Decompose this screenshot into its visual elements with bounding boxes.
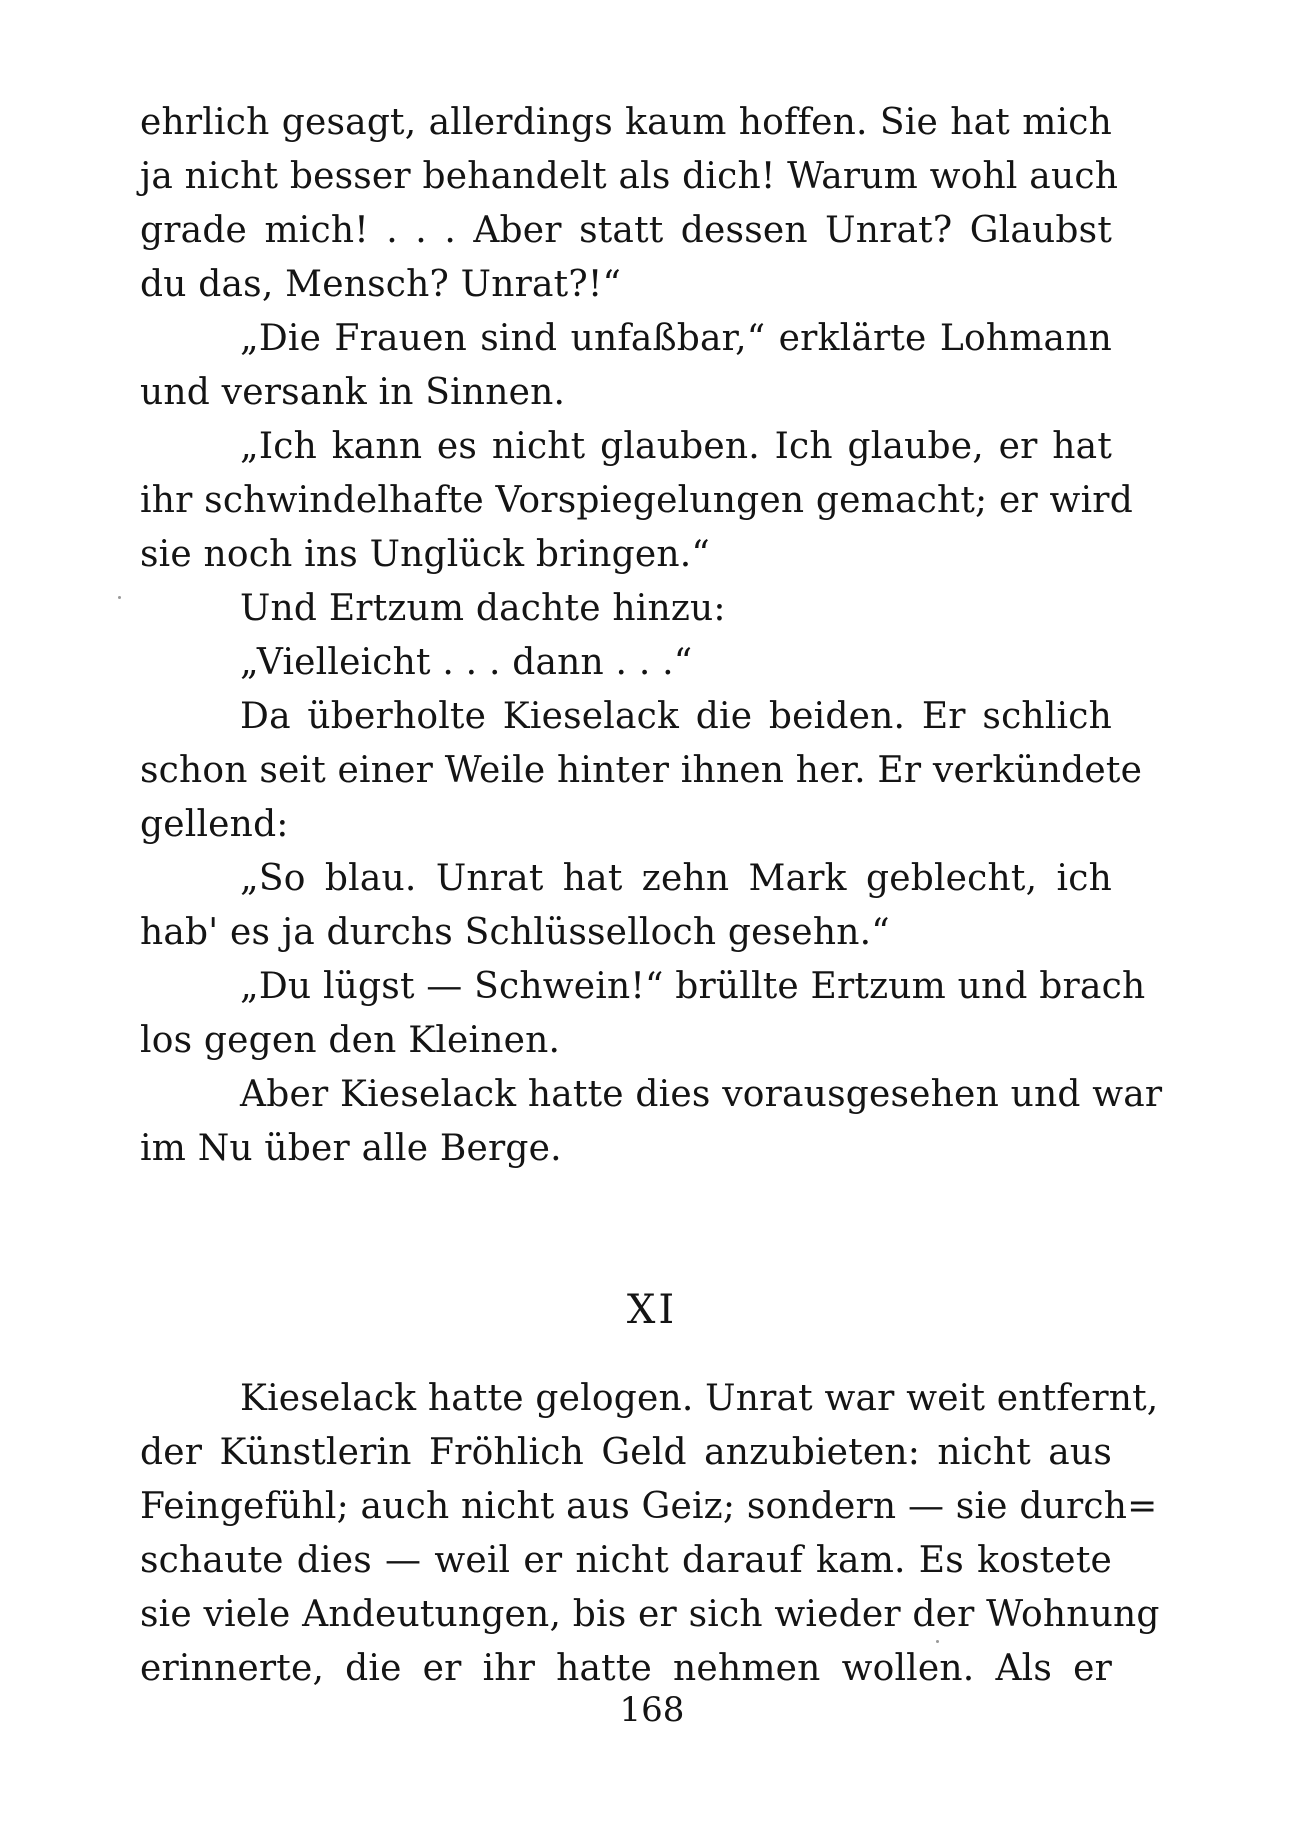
text-line: im Nu über alle Berge. (140, 1128, 562, 1169)
paper-speck (118, 596, 121, 599)
text-line: Kieselack hatte gelogen. Unrat war weit entfernt, (240, 1378, 1159, 1419)
text-line: ja nicht besser behandelt als dich! Warum wohl auch (140, 156, 1119, 197)
text-line: und versank in Sinnen. (140, 372, 566, 413)
text-line: „So blau. Unrat hat zehn Mark geblecht, ich (240, 858, 1112, 899)
text-line: Aber Kieselack hatte dies vorausgesehen und war (240, 1074, 1163, 1115)
text-line: erinnerte, die er ihr hatte nehmen wollen. Als er (140, 1648, 1112, 1689)
text-line: schon seit einer Weile hinter ihnen her. Er verkündete (140, 750, 1143, 791)
text-line: hab' es ja durchs Schlüsselloch gesehn.“ (140, 912, 890, 953)
text-line: du das, Mensch? Unrat?!“ (140, 264, 622, 305)
text-line: los gegen den Kleinen. (140, 1020, 561, 1061)
text-line: gellend: (140, 804, 289, 845)
chapter-heading: XI (626, 1287, 678, 1333)
text-line: ehrlich gesagt, allerdings kaum hoffen. Sie hat mich (140, 102, 1112, 143)
page-number: 168 (619, 1690, 685, 1730)
body-text-before-chapter (140, 96, 1163, 1176)
text-line: „Du lügst — Schwein!“ brüllte Ertzum und brach (240, 966, 1146, 1007)
text-line: Und Ertzum dachte hinzu: (240, 588, 726, 629)
paper-speck (936, 1640, 939, 1643)
text-line: sie noch ins Unglück bringen.“ (140, 534, 711, 575)
text-line: Da überholte Kieselack die beiden. Er schlich (240, 696, 1112, 737)
text-line: grade mich! . . . Aber statt dessen Unrat? Glaubst (140, 210, 1112, 251)
text-line: „Ich kann es nicht glauben. Ich glaube, er hat (240, 426, 1112, 467)
text-line: Feingefühl; auch nicht aus Geiz; sondern — sie durch= (140, 1486, 1158, 1527)
body-text-after-chapter (140, 1372, 1160, 1696)
text-line: „Vielleicht . . . dann . . .“ (240, 642, 693, 683)
text-line: „Die Frauen sind unfaßbar,“ erklärte Lohmann (240, 318, 1112, 359)
text-line: der Künstlerin Fröhlich Geld anzubieten: nicht aus (140, 1432, 1112, 1473)
text-line: schaute dies — weil er nicht darauf kam. Es kostete (140, 1540, 1112, 1581)
text-line: ihr schwindelhafte Vorspiegelungen gemacht; er wird (140, 480, 1133, 521)
text-line: sie viele Andeutungen, bis er sich wieder der Wohnung (140, 1594, 1160, 1635)
